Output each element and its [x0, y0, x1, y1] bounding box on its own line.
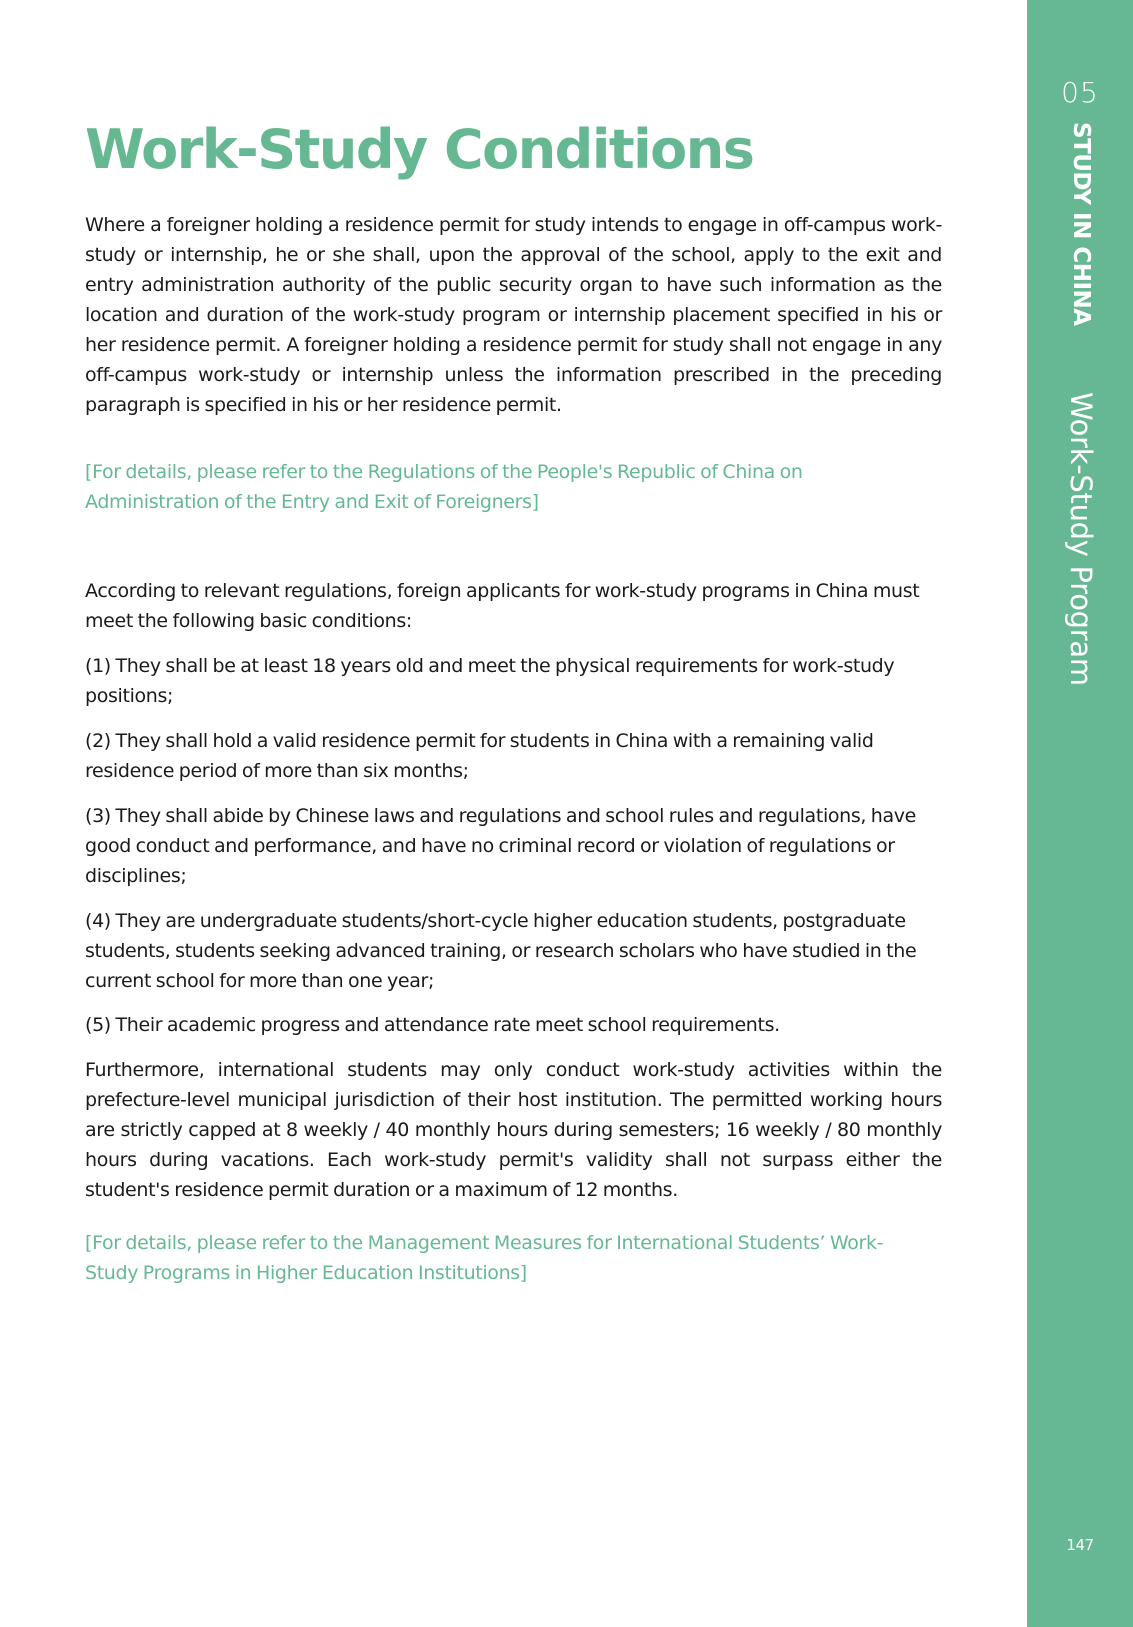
reference-regulations-entry-exit: [For details, please refer to the Regulations of the People's Republic of China on Administration of the Entry and Exit of Foreigners]: [85, 461, 803, 513]
intro-paragraph: Where a foreigner holding a residence permit for study intends to engage in off-campus work-study or internship, he or she shall, upon the approval of the school, apply to the exit and entry administration authority of the public security organ to have such information as the location and duration of the work-study program or internship placement specified in his or her residence permit. A foreigner holding a residence permit for study shall not engage in any off-campus work-study or internship unless the information prescribed in the preceding paragraph is specified in his or her residence permit.: [85, 214, 942, 416]
section-label: Work-Study Program: [1064, 392, 1098, 686]
condition-item-3: (3) They shall abide by Chinese laws and regulations and school rules and regulations, have good conduct and performance, and have no criminal record or violation of regulations or disciplines;: [85, 805, 916, 887]
page-title: Work-Study Conditions: [85, 118, 754, 181]
conditions-intro: According to relevant regulations, foreign applicants for work-study programs in China must meet the following basic conditions:: [85, 580, 920, 632]
condition-item-1: (1) They shall be at least 18 years old and meet the physical requirements for work-study positions;: [85, 655, 895, 707]
chapter-number: 05: [1061, 76, 1099, 109]
condition-item-4: (4) They are undergraduate students/short-cycle higher education students, postgraduate students, students seeking advanced training, or research scholars who have studied in the current school for more than one year;: [85, 910, 917, 992]
page-number: 147: [1066, 1536, 1094, 1554]
brand-label: STUDY IN CHINA: [1068, 122, 1094, 326]
furthermore-paragraph: Furthermore, international students may only conduct work-study activities within the prefecture-level municipal jurisdiction of their host institution. The permitted working hours are strictly capped at 8 weekly / 40 monthly hours during semesters; 16 weekly / 80 monthly hours during vacations. Each work-study permit's validity shall not surpass either the student's residence permit duration or a maximum of 12 months.: [85, 1059, 942, 1201]
condition-item-2: (2) They shall hold a valid residence permit for students in China with a remaining valid residence period of more than six months;: [85, 730, 874, 782]
reference-management-measures: [For details, please refer to the Management Measures for International Students’ Work-Study Programs in Higher Education Institutions]: [85, 1232, 884, 1284]
condition-item-5: (5) Their academic progress and attendance rate meet school requirements.: [85, 1014, 780, 1036]
chapter-sidebar: [1027, 0, 1133, 1627]
